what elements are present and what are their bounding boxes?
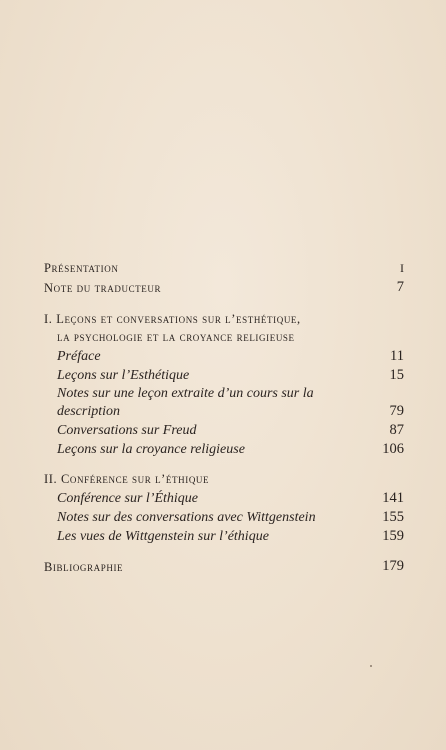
section-title-line: la psychologie et la croyance religieuse	[57, 330, 295, 344]
toc-entry	[44, 365, 404, 384]
toc-page-number: 179	[382, 558, 404, 574]
toc-label: Notes sur une leçon extraite d’un cours sur la	[57, 386, 314, 401]
toc-section-2	[44, 470, 404, 545]
toc-label: Présentation	[44, 261, 119, 275]
toc-label: Préface	[57, 349, 101, 364]
toc-page-number: 15	[389, 367, 404, 383]
toc-label: Les vues de Wittgenstein sur l’éthique	[57, 529, 269, 544]
toc-page-number: 7	[396, 279, 404, 295]
section-title-line: I. Leçons et conversations sur l’esthétique,	[44, 312, 301, 326]
toc-page-number: 141	[382, 490, 404, 506]
toc-entry	[44, 386, 404, 420]
section-title: II. Conférence sur l’éthique	[44, 472, 210, 486]
toc-entry	[44, 507, 404, 526]
toc-entry-note	[44, 276, 404, 296]
toc-label: Conférence sur l’Éthique	[57, 491, 199, 506]
toc-label: Bibliographie	[44, 560, 124, 574]
toc-page-number: 11	[390, 348, 404, 364]
toc-page-number: 155	[382, 509, 404, 525]
toc-entry	[44, 439, 404, 458]
toc-entry	[44, 488, 404, 507]
toc-label-continued: description	[57, 404, 120, 419]
toc-entry	[44, 420, 404, 439]
toc-label: Leçons sur l’Esthétique	[57, 368, 190, 383]
toc-page-number: I	[400, 261, 404, 275]
toc-entry-bibliographie	[44, 555, 404, 575]
toc-entry-presentation	[44, 256, 404, 276]
toc-section-1	[44, 310, 404, 458]
toc-page-number: 159	[382, 528, 404, 544]
table-of-contents	[44, 256, 404, 575]
toc-label: Leçons sur la croyance religieuse	[57, 442, 245, 457]
paper-speck	[370, 665, 372, 667]
toc-entry	[44, 526, 404, 545]
toc-page-number: 87	[389, 422, 404, 438]
section-title	[44, 310, 404, 346]
toc-page-number: 79	[389, 403, 404, 419]
toc-label: Note du traducteur	[44, 281, 162, 295]
toc-label: Notes sur des conversations avec Wittgenstein	[57, 510, 316, 525]
toc-page-number: 106	[382, 441, 404, 457]
toc-entry	[44, 346, 404, 365]
toc-label: Conversations sur Freud	[57, 423, 197, 438]
